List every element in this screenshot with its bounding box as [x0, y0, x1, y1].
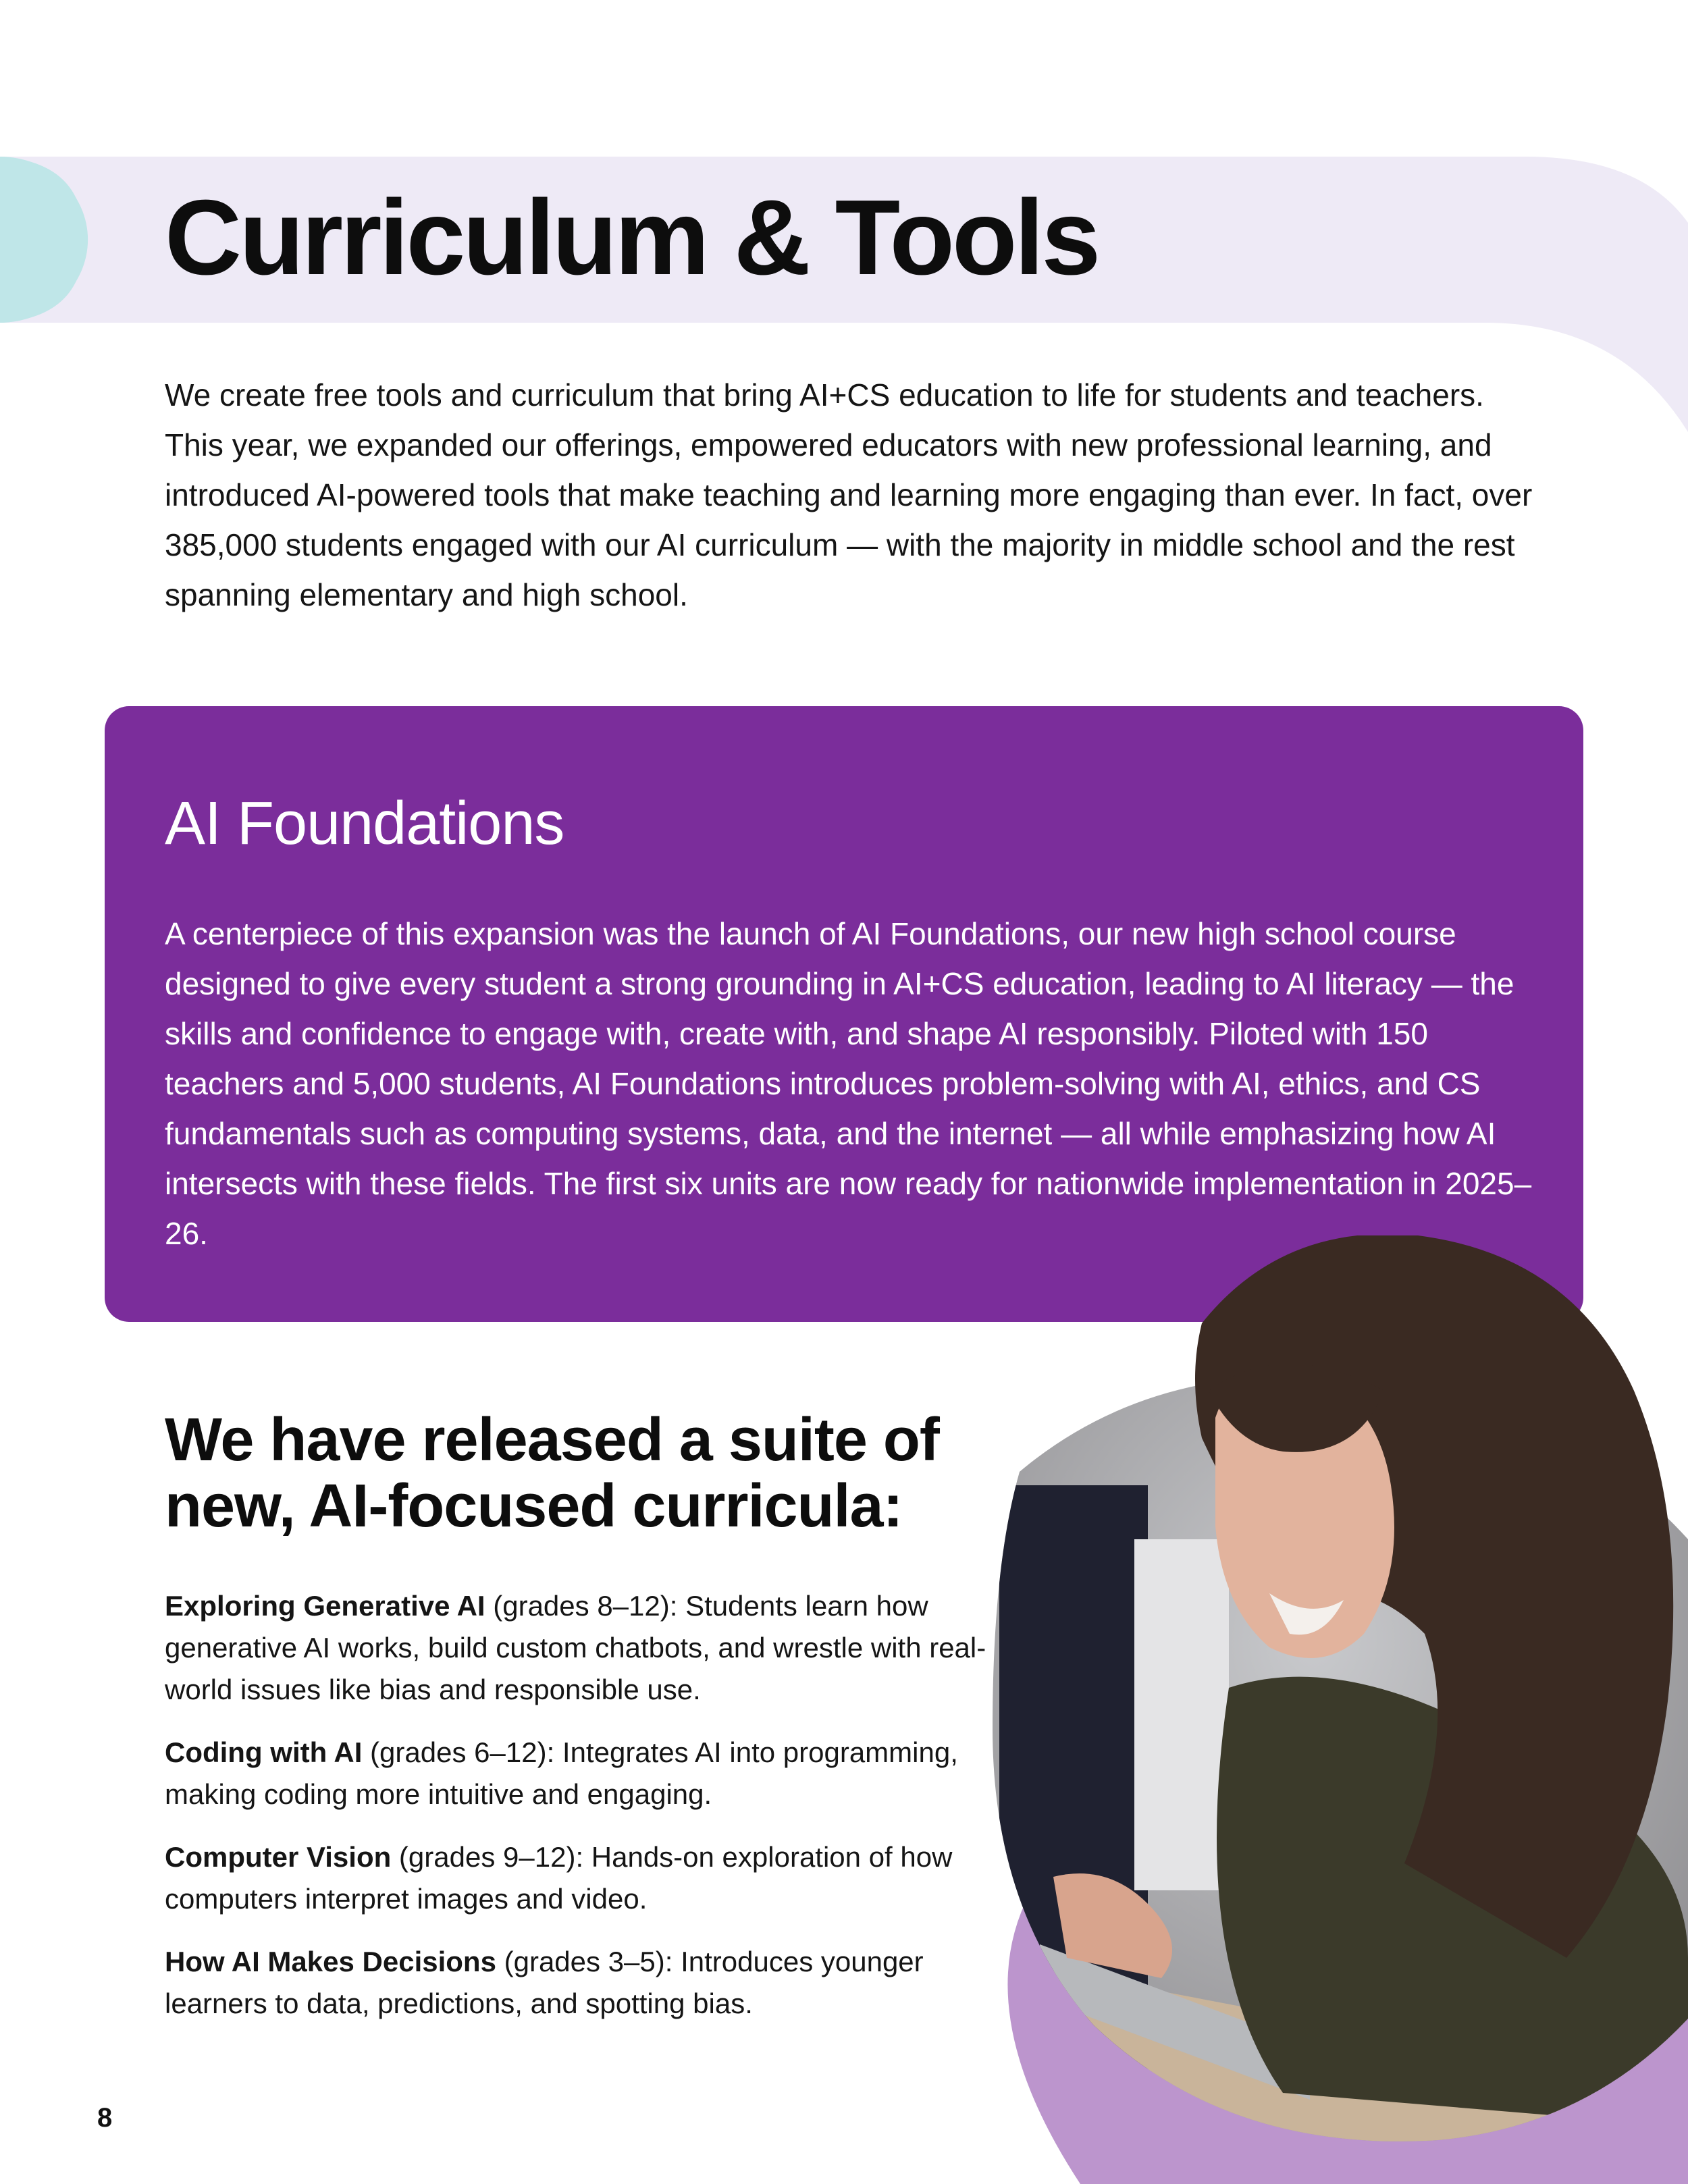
curriculum-grades: (grades 6–12)	[362, 1736, 547, 1768]
curriculum-description: : Introduces younger learners to data, predictions, and spotting bias.	[165, 1946, 924, 2019]
list-item	[165, 1941, 1016, 2025]
page-title: Curriculum & Tools	[165, 178, 1099, 297]
feature-title: AI Foundations	[165, 790, 564, 857]
curriculum-name: Computer Vision	[165, 1841, 392, 1873]
curriculum-name: Coding with AI	[165, 1736, 363, 1768]
curricula-heading: We have released a suite of new, AI-focused curricula:	[165, 1406, 939, 1540]
intro-paragraph: We create free tools and curriculum that bring AI+CS education to life for students and teachers. This year, we expanded our offerings, empowered educators with new professional learning, and introduced AI-powered tools that make teaching and learning more engaging than ever. In fact, over 385,000 students engaged with our AI curriculum — with the majority in middle school and the rest spanning elementary and high school.	[165, 377, 1533, 612]
curriculum-grades: (grades 9–12)	[391, 1841, 576, 1873]
list-item	[165, 1585, 1016, 1711]
curriculum-name: How AI Makes Decisions	[165, 1946, 496, 1977]
list-item	[165, 1732, 1016, 1815]
curricula-list	[165, 1585, 1016, 2046]
curriculum-description: : Students learn how generative AI works, build custom chatbots, and wrestle with real-world issues like bias and responsible use.	[165, 1590, 986, 1705]
page-number: 8	[97, 2103, 113, 2133]
curriculum-description: : Integrates AI into programming, making coding more intuitive and engaging.	[165, 1736, 958, 1810]
feature-body: A centerpiece of this expansion was the launch of AI Foundations, our new high school course designed to give every student a strong grounding in AI+CS education, leading to AI literacy — the skills and confidence to engage with, create with, and shape AI responsibly. Piloted with 150 teachers and 5,000 students, AI Foundations introduces problem-solving with AI, ethics, and CS fundamentals such as computing systems, data, and the internet — all while emphasizing how AI intersects with these fields. The first six units are now ready for nationwide implementation in 2025–26.	[165, 916, 1532, 1251]
list-item	[165, 1836, 1016, 1920]
curriculum-name: Exploring Generative AI	[165, 1590, 485, 1622]
curriculum-grades: (grades 3–5)	[496, 1946, 665, 1977]
curriculum-grades: (grades 8–12)	[485, 1590, 670, 1622]
curriculum-description: : Hands-on exploration of how computers interpret images and video.	[165, 1841, 953, 1915]
